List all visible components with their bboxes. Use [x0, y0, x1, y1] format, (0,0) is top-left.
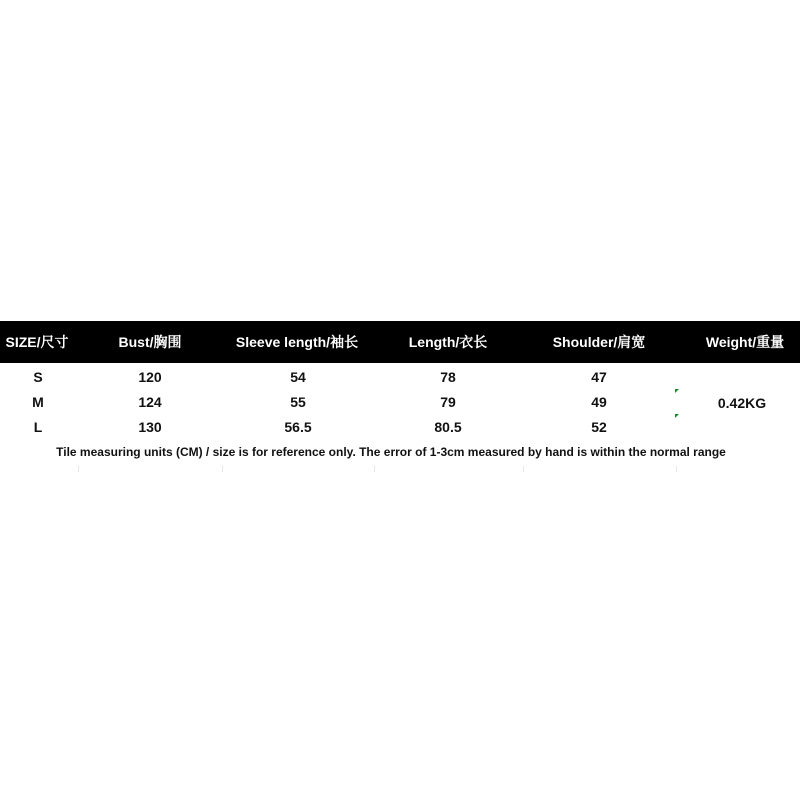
length-cell: 78 — [440, 369, 456, 385]
table-row — [0, 391, 800, 413]
bust-cell: 120 — [138, 369, 162, 385]
size-cell: S — [33, 369, 43, 385]
column-divider — [78, 466, 79, 472]
table-row — [0, 416, 800, 438]
column-divider — [222, 466, 223, 472]
column-divider — [523, 466, 524, 472]
bust-cell: 124 — [138, 394, 162, 410]
header-size: SIZE/尺寸 — [5, 334, 69, 350]
header-weight: Weight/重量 — [705, 334, 785, 350]
size-cell: L — [33, 419, 43, 435]
sleeve-length-cell: 56.5 — [284, 419, 312, 435]
cell-corner-mark — [675, 389, 679, 393]
bust-cell: 130 — [138, 419, 162, 435]
column-divider — [374, 466, 375, 472]
shoulder-cell: 47 — [591, 369, 607, 385]
column-divider — [676, 466, 677, 472]
header-bust: Bust/胸围 — [118, 334, 182, 350]
table-header-bar — [0, 321, 800, 363]
cell-corner-mark — [675, 414, 679, 418]
length-cell: 80.5 — [434, 419, 462, 435]
shoulder-cell: 52 — [591, 419, 607, 435]
size-cell: M — [32, 394, 44, 410]
header-shoulder: Shoulder/肩宽 — [552, 334, 646, 350]
measurement-note: Tile measuring units (CM) / size is for reference only. The error of 1-3cm measured by hand is within the normal range — [56, 445, 726, 459]
header-length: Length/衣长 — [408, 334, 488, 350]
length-cell: 79 — [440, 394, 456, 410]
sleeve-length-cell: 54 — [290, 369, 306, 385]
shoulder-cell: 49 — [591, 394, 607, 410]
header-sleeve-length: Sleeve length/袖长 — [235, 334, 359, 350]
weight-value: 0.42KG — [717, 395, 767, 411]
sleeve-length-cell: 55 — [290, 394, 306, 410]
table-row — [0, 366, 800, 388]
